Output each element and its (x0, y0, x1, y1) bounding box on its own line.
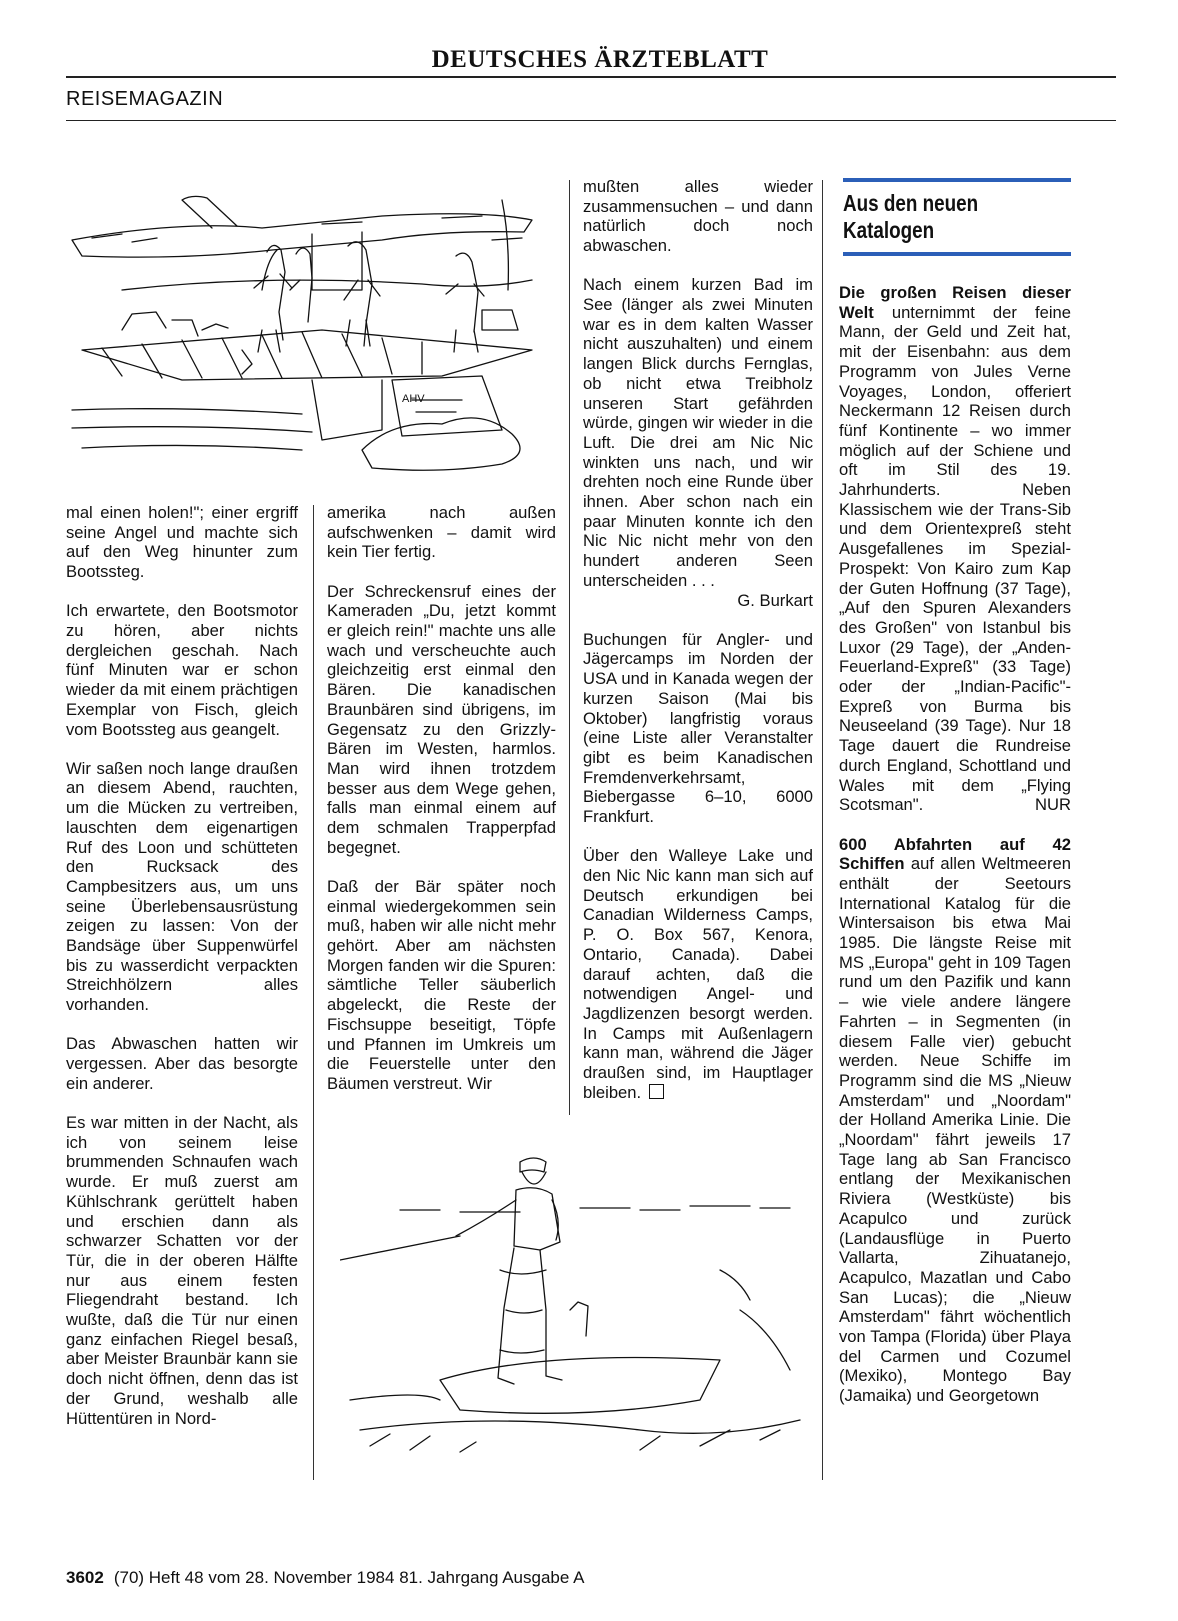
sidebar-title (843, 190, 1073, 244)
issue-info: (70) Heft 48 vom 28. November 1984 81. Jahrgang Ausgabe A (113, 1568, 585, 1587)
paragraph: mal einen holen!"; einer ergriff seine Angel und machte sich auf den Weg hinunter zum Bootssteg. (66, 503, 298, 582)
article-column-3 (583, 177, 813, 1102)
paragraph: Buchungen für Angler- und Jägercamps im Norden der USA und in Kanada wegen der kurzen Saison (Mai bis Oktober) langfristig voraus (eine Liste aller Veranstalter gibt es beim Kanadischen Fremdenverkehrsamt, Biebergasse 6–10, 6000 Frankfurt. (583, 629, 813, 827)
paragraph (583, 846, 813, 1102)
page-number: 3602 (66, 1568, 104, 1587)
paragraph: Daß der Bär später noch einmal wiedergekommen sein muß, haben wir alle nicht mehr gehört. Aber am nächsten Morgen fanden wir die Spuren: sämtliche Teller säuberlich abgeleckt, die Reste der Fischsuppe beseitigt, Töpfe und Pfannen im Umkreis um die Feuerstelle unter den Bäumen verstreut. Wir (327, 876, 556, 1093)
fisherman-sketch (340, 1150, 810, 1460)
sidebar-item-lead: Die großen Reisen dieser Welt (839, 283, 1071, 322)
column-divider (569, 180, 570, 1115)
paragraph: mußten alles wieder zusammensuchen – und dann natürlich doch noch abwaschen. (583, 177, 813, 256)
paragraph: Wir saßen noch lange draußen an diesem Abend, rauchten, um die Mücken zu vertreiben, lauschten dem eigenartigen Ruf des Loon und schütteten den Rucksack des Campbesitzers aus, um uns seine Überlebensausrüstung zeigen zu lassen: Von der Bandsäge über Suppenwürfel bis zu wasserdicht verpackten Streichhölzern alles vorhanden. (66, 758, 298, 1015)
section-label: REISEMAGAZIN (66, 88, 224, 110)
section-rule (66, 120, 1116, 121)
svg-text:AHV: AHV (402, 393, 425, 405)
sidebar-item-lead: 600 Abfahrten auf 42 Schiffen (839, 834, 1071, 874)
paragraph: Das Abwaschen hatten wir vergessen. Aber das besorgte ein anderer. (66, 1034, 298, 1093)
paragraph: Der Schreckensruf eines der Kameraden „Du, jetzt kommt er gleich rein!" machte uns alle wach und verscheuchte auch gleichzeitig erst einmal den Bären. Die kanadischen Braunbären sind übrigens, im Gegensatz zu den Grizzly-Bären im Westen, harmlos. Man wird ihnen trotzdem besser aus dem Wege gehen, falls man einmal einem auf dem schmalen Trapperpfad begegnet. (327, 581, 556, 857)
paragraph (583, 275, 813, 590)
sidebar-item-text: auf allen Weltmeeren enthält der Seetours International Katalog für die Wintersaison bis etwa Mai 1985. Die längste Reise mit MS „Europa" geht in 109 Tagen rund um den Pazifik und kann – wie viele andere längere Fahrten – in Segmenten (in diesem Falle vier) gebucht werden. Neue Schiffe im Programm sind die MS „Nieuw Amsterdam" und „Noordam" der Holland Amerika Linie. Die „Noordam" fährt jeweils 17 Tage lang ab San Francisco entlang der Mexikanischen Riviera (Westküste) bis Acapulco und zurück (Landausflüge in Puerto Vallarta, Zihuatanejo, Acapulco, Mazatlan und Cabo San Lucas); die „Nieuw Amsterdam" fährt wöchentlich von Tampa (Florida) über Playa del Carmen und Cozumel (Mexiko), Montego Bay (Jamaika) und Georgetown (839, 854, 1071, 1406)
sidebar-column (839, 283, 1071, 1406)
paragraph-text: Über den Walleye Lake und den Nic Nic kann man sich auf Deutsch erkundigen bei Canadian Wilderness Camps, P. O. Box 567, Kenora, Ontario, Canada). Dabei darauf achten, daß die notwendigen Angel- und Jagdlizenzen besorgt werden. In Camps mit Außenlagern kann man, während die Jäger draußen sind, im Hauptlager bleiben. (583, 846, 813, 1102)
sidebar-title-line: Katalogen (843, 217, 935, 243)
sidebar-header (843, 178, 1071, 258)
sidebar-item (839, 835, 1071, 1406)
masthead-rule (66, 76, 1116, 78)
sidebar-top-bar (843, 178, 1071, 182)
end-mark-box (649, 1084, 664, 1099)
sidebar-title-line: Aus den neuen (843, 190, 979, 216)
masthead: DEUTSCHES ÄRZTEBLATT (431, 46, 769, 73)
sidebar-item-sign: NUR (1035, 795, 1071, 815)
column-divider (313, 505, 314, 1480)
author-signature: G. Burkart (737, 590, 813, 610)
paragraph: Ich erwartete, den Bootsmotor zu hören, aber nichts dergleichen geschah. Nach fünf Minuten war er schon wieder da mit einem prächtigen Exemplar von Fisch, gleich vom Bootssteg aus geangelt. (66, 601, 298, 739)
paragraph: amerika nach außen aufschwenken – damit wird kein Tier fertig. (327, 503, 556, 562)
article-column-2 (327, 503, 556, 1094)
paragraph-text: Nach einem kurzen Bad im See (länger als zwei Minuten war es in dem kalten Wasser nicht auszuhalten) und einem langen Blick durchs Fernglas, ob nicht etwa Treibholz unseren Start gefährden würde, gingen wir wieder in die Luft. Die drei am Nic Nic winkten uns nach, und wir drehten noch eine Runde über ihnen. Aber schon nach ein paar Minuten konnte ich den Nic Nic nicht mehr von den hundert anderen Seen unterscheiden . . . (583, 275, 813, 590)
article-column-1 (66, 503, 298, 1428)
column-divider (822, 180, 823, 1480)
footer (66, 1568, 584, 1588)
paragraph: Es war mitten in der Nacht, als ich von seinem leise brummenden Schnaufen wach wurde. Er muß zuerst am Kühlschrank gerüttelt haben und erschien dann als schwarzer Schatten vor der Tür, die in der oberen Hälfte nur aus einem festen Fliegendraht bestand. Ich wußte, daß die Tür nur einen ganz einfachen Riegel besaß, aber Meister Braunbär kann sie doch nicht öffnen, denn das ist der Grund, weshalb alle Hüttentüren in Nord- (66, 1112, 298, 1428)
sidebar-item (839, 283, 1071, 815)
floatplane-dock-sketch (62, 180, 562, 490)
sidebar-item-text: unternimmt der feine Mann, der Geld und Zeit hat, mit der Eisenbahn: aus dem Programm von Jules Verne Voyages, London, offeriert Neckermann 12 Reisen durch fünf Kontinente – wo immer möglich auf der Schiene und oft im Stil des 19. Jahrhunderts. Neben Klassischem wie der Trans-Sib und dem Orientexpreß steht Ausgefallenes im Spezial-Prospekt: Von Kairo zum Kap der Guten Hoffnung (37 Tage), „Auf den Spuren Alexanders des Großen" von Istanbul bis Luxor (29 Tage), der „Anden-Feuerland-Expreß" (33 Tage) oder der „Indian-Pacific"-Expreß von Burma bis Neuseeland (39 Tage). Nur 18 Tage dauert die Rundreise durch England, Schottland und Wales mit dem „Flying Scotsman". (839, 302, 1071, 815)
sidebar-bottom-bar (843, 252, 1071, 256)
